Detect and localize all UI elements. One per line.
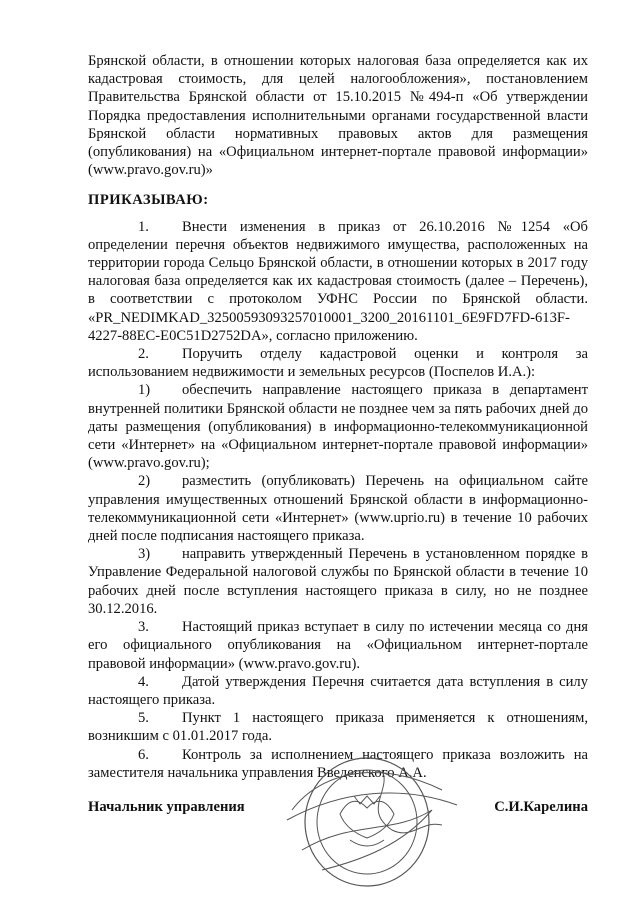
list-item: 1. Внести изменения в приказ от 26.10.2016 №1254 «Об определении перечня объектов недвижимого имущества, расположенных на территории города Сельцо Брянской области, в отношении которых в 2017 году налоговая база определяется как их кадастровая стоимость (далее – Перечень), в соответствии с протоколом УФНС России по Брянской области. «PR_NEDIMKAD_32500593093257010001_3200_20161101_6E9FD7FD-613F-4227-88EC-E0C51D2752DA», согласно приложению. bbox=[88, 218, 588, 344]
document-body bbox=[88, 52, 588, 782]
list-item: 2. Поручить отделу кадастровой оценки и контроля за использованием недвижимости и земельных ресурсов (Поспелов И.А.): bbox=[88, 346, 588, 381]
signature-row bbox=[88, 799, 588, 816]
list-item: 4. Датой утверждения Перечня считается дата вступления в силу настоящего приказа. bbox=[88, 673, 588, 708]
signatory-position: Начальник управления bbox=[88, 799, 245, 815]
list-item: 6. Контроль за исполнением настоящего приказа возложить на заместителя начальника управления Введенского А.А. bbox=[88, 746, 588, 781]
list-item: 3. Настоящий приказ вступает в силу по истечении месяца со дня его официального опубликования на «Официальном интернет-портале правовой информации» (www.pravo.gov.ru). bbox=[88, 619, 588, 672]
sub-list-item: 2) разместить (опубликовать) Перечень на официальном сайте управления имущественных отношений Брянской области в информационно-телекоммуникационной сети «Интернет» (www.uprio.ru) в течение 10 рабочих дней после подписания настоящего приказа. bbox=[88, 473, 588, 545]
signatory-name: С.И.Карелина bbox=[494, 799, 588, 815]
official-stamp-icon bbox=[262, 750, 472, 890]
list-item: 5. Пункт 1 настоящего приказа применяется к отношениям, возникшим с 01.01.2017 года. bbox=[88, 710, 588, 745]
order-heading: ПРИКАЗЫВАЮ: bbox=[88, 192, 209, 209]
sub-list-item: 1) обеспечить направление настоящего приказа в департамент внутренней политики Брянской области не позднее чем за пять рабочих дней до даты размещения (опубликования) в информационно-телекоммуникационной сети «Интернет» на «Официальном интернет-портале правовой информации» (www.pravo.gov.ru); bbox=[88, 382, 588, 472]
sub-list-item: 3) направить утвержденный Перечень в установленном порядке в Управление Федеральной налоговой службы по Брянской области в течение 10 рабочих дней после вступления настоящего приказа в силу, но не позднее 30.12.2016. bbox=[88, 546, 588, 617]
intro-paragraph: Брянской области, в отношении которых налоговая база определяется как их кадастровая стоимость, для целей налогообложения», постановлением Правительства Брянской области от 15.10.2015 №494-п «Об утверждении Порядка предоставления исполнительными органами государственной власти Брянской области нормативных правовых актов для размещения (опубликования) на «Официальном интернет-портале правовой информации» (www.pravo.gov.ru)» bbox=[88, 53, 588, 179]
